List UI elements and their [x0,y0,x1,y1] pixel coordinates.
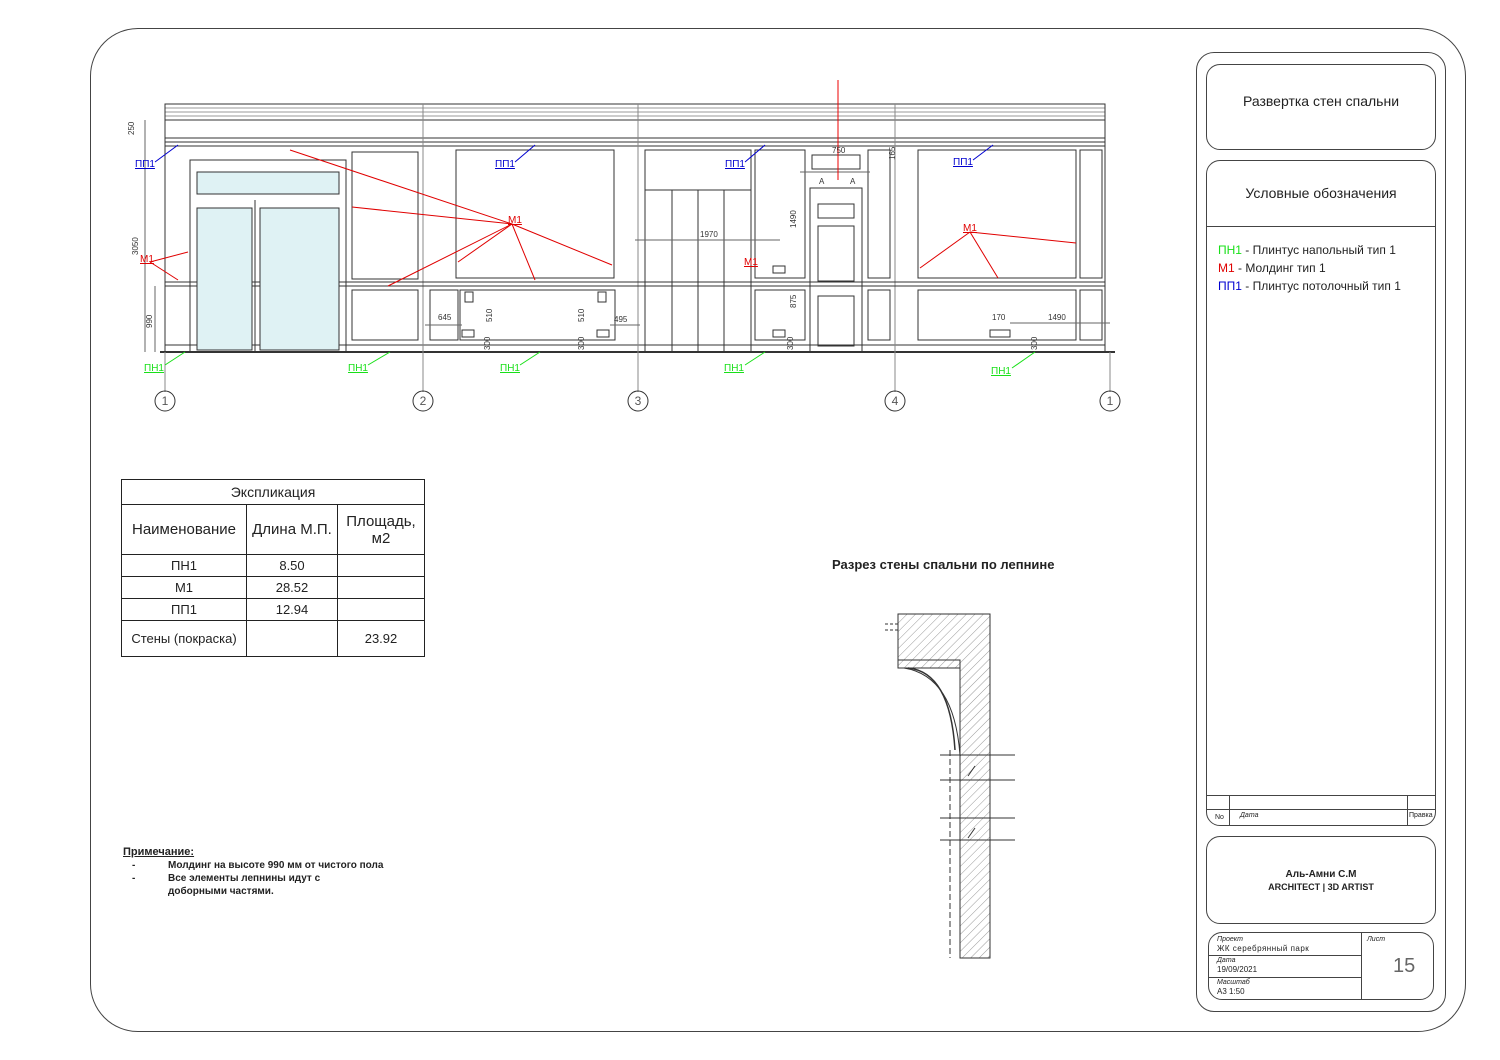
dim-510: 510 [485,308,494,322]
list-item [123,872,383,898]
column-header: Длина М.П. [247,505,338,555]
legend-text: - Молдинг тип 1 [1234,261,1326,275]
tag-pn1: ПН1 [144,363,164,374]
dim-a: А [850,177,856,186]
note-heading: Примечание: [123,846,195,858]
author-name: Аль-Амни С.М [1285,869,1357,880]
sheet-title: Развертка стен спальни [1242,93,1400,109]
dim-300: 300 [483,336,492,350]
legend-item [1218,259,1401,277]
dim-1490: 1490 [1048,313,1066,322]
dim-750: 750 [832,146,846,155]
table-cell: М1 [122,577,247,599]
table-row [122,555,425,577]
stamp-box [1208,932,1434,1000]
axis-label: 2 [419,394,427,408]
dim-510: 510 [577,308,586,322]
table-cell: 28.52 [247,577,338,599]
tag-m1: М1 [508,215,522,226]
dim-a: А [819,177,825,186]
author-role: ARCHITECT | 3D ARTIST [1268,882,1374,892]
table-row [122,599,425,621]
title-box [1206,64,1436,150]
list-item [123,859,383,872]
revision-no: No [1215,814,1224,821]
table-cell: ПП1 [122,599,247,621]
dim-170: 170 [992,313,1006,322]
legend-code: ПН1 [1218,243,1242,257]
section-title: Разрез стены спальни по лепнине [832,557,1055,572]
dim-250: 250 [127,121,136,135]
revision-date: Дата [1240,812,1259,819]
stamp-date: 19/09/2021 [1217,965,1258,974]
axis-label: 4 [891,394,899,408]
dim-1970: 1970 [700,230,718,239]
stamp-sheet-number: 15 [1393,955,1416,977]
table-cell: Стены (покраска) [122,621,247,657]
note-item: Молдинг на высоте 990 мм от чистого пола [168,860,384,871]
table-cell [338,577,425,599]
legend-heading: Условные обозначения [1245,185,1397,201]
table-cell [338,555,425,577]
table-row [122,577,425,599]
tag-pn1: ПН1 [348,363,368,374]
dim-990: 990 [145,314,154,328]
wall-elevation-drawing [0,0,1190,430]
dim-645: 645 [438,313,452,322]
bullet: - [132,873,136,884]
axis-label: 1 [161,394,169,408]
legend-code: М1 [1218,261,1235,275]
tag-pp1: ПП1 [953,157,973,168]
column-header: Наименование [122,505,247,555]
column-header: Площадь, м2 [338,505,425,555]
axis-label: 3 [634,394,642,408]
stamp-date-label: Дата [1217,957,1236,964]
dim-300: 300 [577,336,586,350]
tag-pp1: ПП1 [495,159,515,170]
explication-title: Экспликация [122,480,425,505]
bullet: - [132,860,136,871]
revision-sign: Правка [1409,812,1433,819]
table-cell: 23.92 [338,621,425,657]
tag-pp1: ПП1 [135,159,155,170]
stamp-project-label: Проект [1217,936,1243,943]
stamp-project: ЖК серебрянный парк [1217,944,1310,953]
explication-table [121,479,425,657]
legend-text: - Плинтус потолочный тип 1 [1241,279,1401,293]
axis-label: 1 [1106,394,1114,408]
dim-3050: 3050 [131,237,140,255]
stamp-scale-label: Масштаб [1217,979,1250,986]
dim-300: 300 [786,336,795,350]
legend-item [1218,241,1401,259]
legend-code: ПП1 [1218,279,1242,293]
tag-pn1: ПН1 [724,363,744,374]
dim-495: 495 [614,315,628,324]
author-box [1206,836,1436,924]
dim-165: 165 [888,146,897,160]
legend-item [1218,277,1401,295]
note-item: Все элементы лепнины идут с доборными частями. [168,873,321,897]
tag-pn1: ПН1 [991,366,1011,377]
tag-m1: М1 [744,257,758,268]
legend-text: - Плинтус напольный тип 1 [1241,243,1396,257]
tag-pn1: ПН1 [500,363,520,374]
table-cell [247,621,338,657]
legend-list [1218,241,1401,295]
dim-875: 875 [789,294,798,308]
stamp-scale: А3 1:50 [1217,987,1245,996]
section-detail-drawing [880,590,1020,960]
dim-300: 300 [1030,336,1039,350]
table-cell: 12.94 [247,599,338,621]
stamp-sheet-label: Лист [1367,936,1386,943]
table-cell [338,599,425,621]
tag-pp1: ПП1 [725,159,745,170]
tag-m1: М1 [963,223,977,234]
table-row [122,621,425,657]
tag-m1: М1 [140,254,154,265]
table-cell: ПН1 [122,555,247,577]
table-cell: 8.50 [247,555,338,577]
note-block [123,846,383,898]
dim-1490: 1490 [789,210,798,228]
